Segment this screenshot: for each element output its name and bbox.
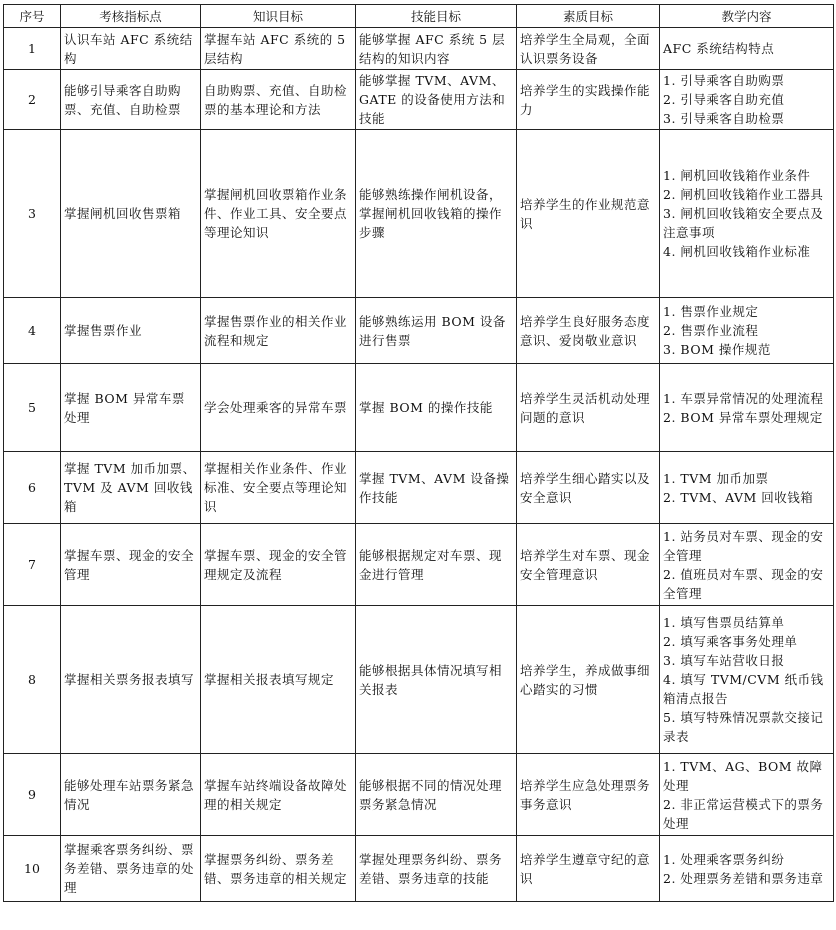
cell-indicator: 能够处理车站票务紧急情况 (61, 754, 201, 836)
header-row (4, 5, 834, 28)
cell-content (660, 70, 834, 130)
cell-quality: 培养学生灵活机动处理问题的意识 (517, 364, 660, 452)
cell-num: 7 (4, 524, 61, 606)
content-item: 1. 处理乘客票务纠纷 (663, 851, 785, 867)
table-row (4, 606, 834, 754)
cell-skill: 能够掌握 AFC 系统 5 层结构的知识内容 (356, 28, 517, 70)
cell-knowledge: 掌握票务纠纷、票务差错、票务违章的相关规定 (201, 836, 356, 902)
table-row (4, 130, 834, 298)
cell-num: 6 (4, 452, 61, 524)
table-row (4, 298, 834, 364)
content-item: 4. 填写 TVM/CVM 纸币钱箱清点报告 (663, 672, 824, 706)
cell-num: 5 (4, 364, 61, 452)
cell-skill: 能够掌握 TVM、AVM、GATE 的设备使用方法和技能 (356, 70, 517, 130)
table-row (4, 836, 834, 902)
content-item: 1. 闸机回收钱箱作业条件 (663, 168, 811, 183)
cell-skill: 能够根据不同的情况处理票务紧急情况 (356, 754, 517, 836)
cell-content (660, 606, 834, 754)
content-item: 1. 车票异常情况的处理流程 (663, 390, 824, 406)
cell-knowledge: 掌握车站 AFC 系统的 5 层结构 (201, 28, 356, 70)
cell-quality: 培养学生全局观，全面认识票务设备 (517, 28, 660, 70)
table-row (4, 70, 834, 130)
header-cell: 考核指标点 (61, 5, 201, 28)
cell-num: 8 (4, 606, 61, 754)
cell-num: 10 (4, 836, 61, 902)
content-item: 2. TVM、AVM 回收钱箱 (663, 489, 814, 505)
cell-content (660, 298, 834, 364)
content-item: 1. 站务员对车票、现金的安全管理 (663, 528, 824, 563)
cell-knowledge: 掌握相关报表填写规定 (201, 606, 356, 754)
content-item: 1. TVM、AG、BOM 故障处理 (663, 758, 823, 793)
table-row (4, 452, 834, 524)
cell-num: 1 (4, 28, 61, 70)
cell-quality: 培养学生良好服务态度意识、爱岗敬业意识 (517, 298, 660, 364)
cell-skill: 掌握处理票务纠纷、票务差错、票务违章的技能 (356, 836, 517, 902)
table-row (4, 28, 834, 70)
content-item: 1. 填写售票员结算单 (663, 615, 785, 630)
cell-content (660, 754, 834, 836)
header-cell: 素质目标 (517, 5, 660, 28)
cell-knowledge: 学会处理乘客的异常车票 (201, 364, 356, 452)
content-item: 4. 闸机回收钱箱作业标准 (663, 244, 811, 259)
header-cell: 知识目标 (201, 5, 356, 28)
cell-num: 9 (4, 754, 61, 836)
cell-skill: 能够根据规定对车票、现金进行管理 (356, 524, 517, 606)
content-item: AFC 系统结构特点 (663, 41, 775, 56)
content-item: 3. BOM 操作规范 (663, 342, 771, 357)
cell-indicator: 能够引导乘客自助购票、充值、自助检票 (61, 70, 201, 130)
cell-quality: 培养学生，养成做事细心踏实的习惯 (517, 606, 660, 754)
cell-skill: 能够根据具体情况填写相关报表 (356, 606, 517, 754)
cell-content (660, 364, 834, 452)
content-item: 2. 填写乘客事务处理单 (663, 634, 798, 649)
table-body (4, 28, 834, 902)
content-item: 3. 闸机回收钱箱安全要点及注意事项 (663, 206, 824, 240)
cell-indicator: 掌握车票、现金的安全管理 (61, 524, 201, 606)
cell-indicator: 掌握售票作业 (61, 298, 201, 364)
cell-indicator: 掌握 TVM 加币加票、TVM 及 AVM 回收钱箱 (61, 452, 201, 524)
cell-content (660, 524, 834, 606)
cell-quality: 培养学生细心踏实以及安全意识 (517, 452, 660, 524)
content-item: 1. 引导乘客自助购票 (663, 73, 785, 88)
cell-knowledge: 掌握闸机回收票箱作业条件、作业工具、安全要点等理论知识 (201, 130, 356, 298)
cell-indicator: 掌握相关票务报表填写 (61, 606, 201, 754)
cell-knowledge: 掌握车票、现金的安全管理规定及流程 (201, 524, 356, 606)
content-item: 2. 处理票务差错和票务违章 (663, 870, 824, 886)
cell-content (660, 452, 834, 524)
table-row (4, 754, 834, 836)
table-row (4, 524, 834, 606)
cell-skill: 能够熟练操作闸机设备，掌握闸机回收钱箱的操作步骤 (356, 130, 517, 298)
header-cell: 教学内容 (660, 5, 834, 28)
cell-num: 3 (4, 130, 61, 298)
content-item: 2. 非正常运营模式下的票务处理 (663, 796, 824, 831)
cell-knowledge: 掌握售票作业的相关作业流程和规定 (201, 298, 356, 364)
cell-knowledge: 掌握相关作业条件、作业标准、安全要点等理论知识 (201, 452, 356, 524)
content-item: 2. 闸机回收钱箱作业工器具 (663, 187, 824, 202)
header-cell: 序号 (4, 5, 61, 28)
cell-content (660, 28, 834, 70)
cell-skill: 掌握 TVM、AVM 设备操作技能 (356, 452, 517, 524)
cell-quality: 培养学生的作业规范意识 (517, 130, 660, 298)
content-item: 3. 填写车站营收日报 (663, 653, 785, 668)
cell-quality: 培养学生遵章守纪的意识 (517, 836, 660, 902)
content-item: 1. TVM 加币加票 (663, 470, 769, 486)
content-item: 2. 值班员对车票、现金的安全管理 (663, 566, 824, 601)
course-assessment-table (3, 4, 834, 902)
cell-knowledge: 自助购票、充值、自助检票的基本理论和方法 (201, 70, 356, 130)
table-row (4, 364, 834, 452)
cell-knowledge: 掌握车站终端设备故障处理的相关规定 (201, 754, 356, 836)
content-item: 5. 填写特殊情况票款交接记录表 (663, 710, 824, 744)
cell-indicator: 认识车站 AFC 系统结构 (61, 28, 201, 70)
cell-skill: 掌握 BOM 的操作技能 (356, 364, 517, 452)
cell-num: 2 (4, 70, 61, 130)
cell-indicator: 掌握闸机回收售票箱 (61, 130, 201, 298)
content-item: 2. 售票作业流程 (663, 323, 759, 338)
content-item: 1. 售票作业规定 (663, 304, 759, 319)
cell-quality: 培养学生应急处理票务事务意识 (517, 754, 660, 836)
header-cell: 技能目标 (356, 5, 517, 28)
cell-quality: 培养学生对车票、现金安全管理意识 (517, 524, 660, 606)
cell-skill: 能够熟练运用 BOM 设备进行售票 (356, 298, 517, 364)
cell-indicator: 掌握乘客票务纠纷、票务差错、票务违章的处理 (61, 836, 201, 902)
cell-quality: 培养学生的实践操作能力 (517, 70, 660, 130)
cell-indicator: 掌握 BOM 异常车票处理 (61, 364, 201, 452)
content-item: 2. BOM 异常车票处理规定 (663, 409, 823, 425)
content-item: 3. 引导乘客自助检票 (663, 111, 785, 126)
cell-num: 4 (4, 298, 61, 364)
content-item: 2. 引导乘客自助充值 (663, 92, 785, 107)
cell-content (660, 836, 834, 902)
cell-content (660, 130, 834, 298)
